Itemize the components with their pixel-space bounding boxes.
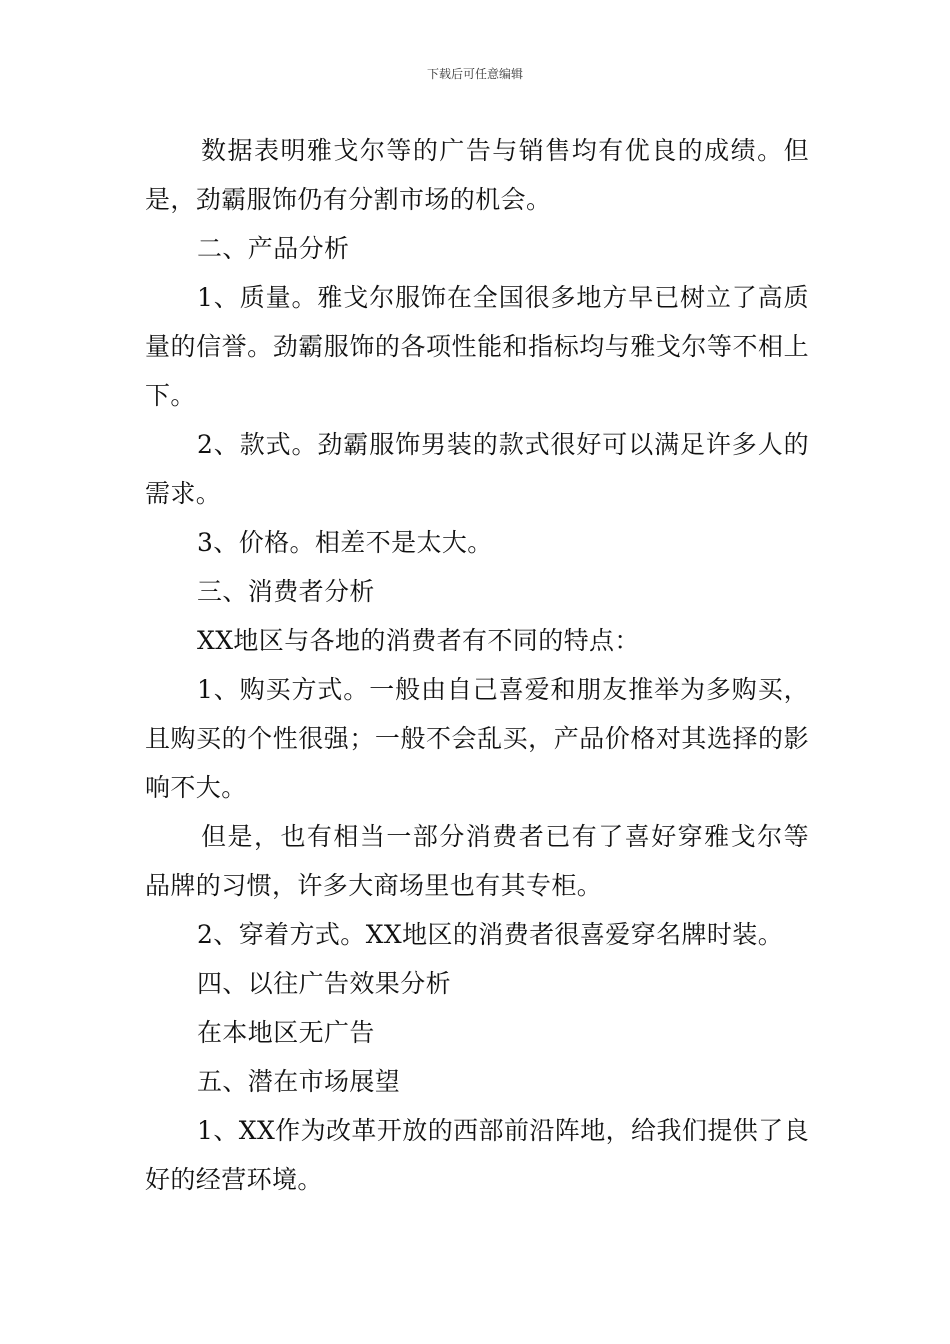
paragraph-style: 2、款式。劲霸服饰男装的款式很好可以满足许多人的需求。 <box>145 430 809 508</box>
paragraph-ad-sales-data: 数据表明雅戈尔等的广告与销售均有优良的成绩。但是，劲霸服饰仍有分割市场的机会。 <box>145 136 809 214</box>
paragraph-regional-consumers: XX地区与各地的消费者有不同的特点： <box>197 626 640 655</box>
page-header: 下载后可任意编辑 <box>426 67 523 81</box>
heading-market-outlook: 五、潜在市场展望 <box>197 1067 401 1096</box>
paragraph-purchase-method: 1、购买方式。一般由自己喜爱和朋友推举为多购买，且购买的个性很强；一般不会乱买，产品价格对其选择的影响不大。 <box>145 675 809 802</box>
paragraph-wearing-method: 2、穿着方式。XX地区的消费者很喜爱穿名牌时装。 <box>197 920 784 949</box>
paragraph-brand-habit: 但是，也有相当一部分消费者已有了喜好穿雅戈尔等品牌的习惯，许多大商场里也有其专柜。 <box>145 822 809 900</box>
paragraph-quality: 1、质量。雅戈尔服饰在全国很多地方早已树立了高质量的信誉。劲霸服饰的各项性能和指标均与雅戈尔等不相上下。 <box>145 283 809 410</box>
heading-product-analysis: 二、产品分析 <box>197 234 350 263</box>
document-body <box>145 126 809 1204</box>
paragraph-business-environment: 1、XX作为改革开放的西部前沿阵地，给我们提供了良好的经营环境。 <box>145 1116 809 1194</box>
heading-consumer-analysis: 三、消费者分析 <box>197 577 375 606</box>
paragraph-no-ads: 在本地区无广告 <box>197 1018 375 1047</box>
paragraph-price: 3、价格。相差不是太大。 <box>197 528 493 557</box>
heading-past-ad-effect: 四、以往广告效果分析 <box>197 969 452 998</box>
